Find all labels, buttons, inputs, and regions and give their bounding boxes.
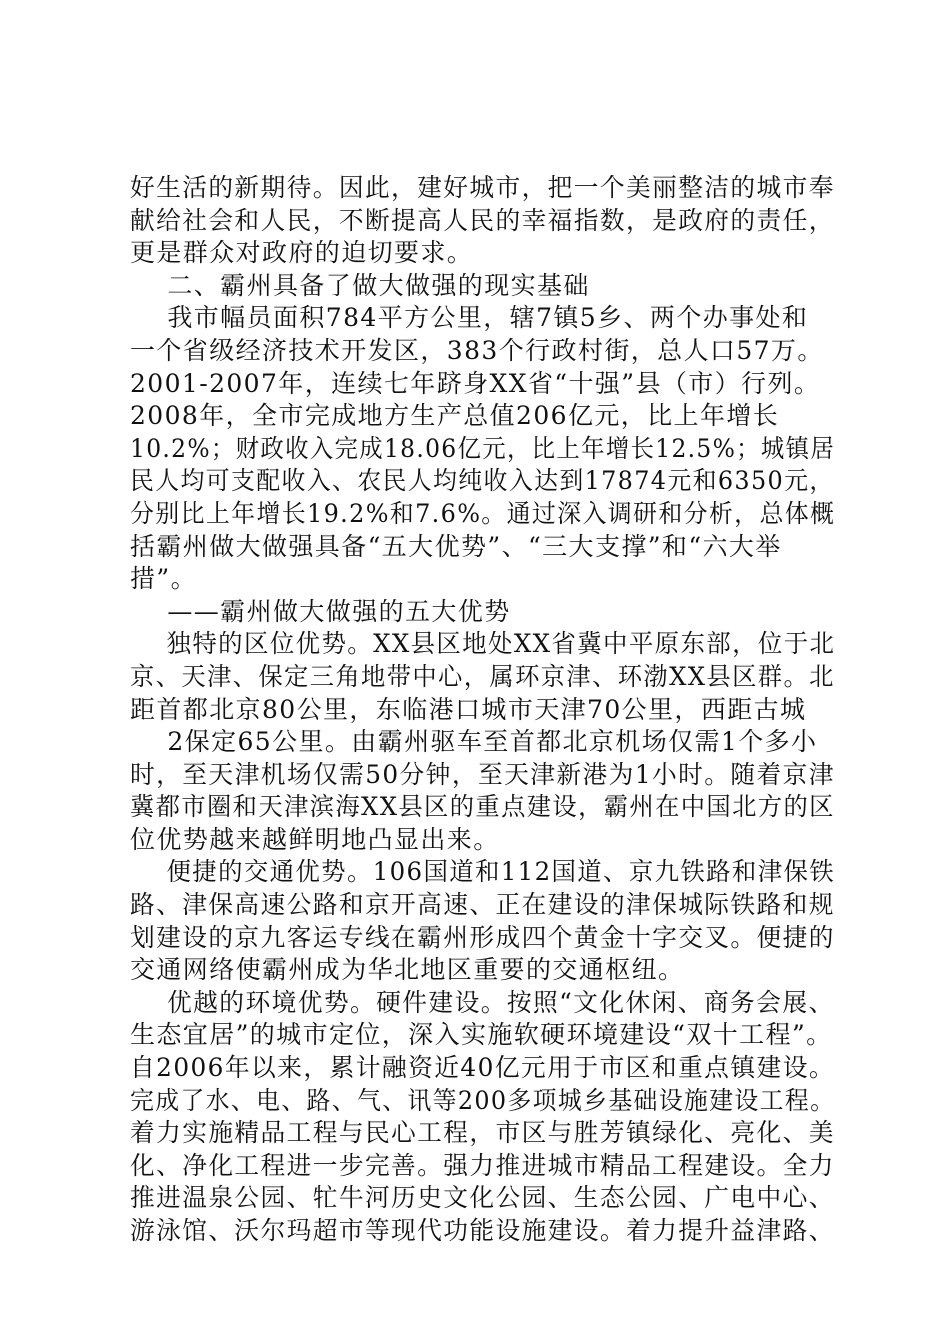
text-line: 路、津保高速公路和京开高速、正在建设的津保城际铁路和规	[130, 890, 835, 920]
text-line: 好生活的新期待。因此，建好城市，把一个美丽整洁的城市奉	[130, 173, 835, 202]
text-line: 一个省级经济技术开发区，383个行政村街，总人口57万。	[130, 335, 824, 365]
text-line: 民人均可支配收入、农民人均纯收入达到17874元和6350元，	[130, 466, 835, 496]
text-line: 便捷的交通优势。106国道和112国道、京九铁路和津保铁	[130, 857, 836, 887]
text-line: 位优势越来越鲜明地凸显出来。	[130, 824, 500, 854]
text-line: 独特的区位优势。XX县区地处XX省冀中平原东部，位于北	[130, 629, 836, 659]
section-heading: 二、霸州具备了做大做强的现实基础	[130, 270, 590, 300]
text-line: 完成了水、电、路、气、讯等200多项城乡基础设施建设工程。	[130, 1085, 836, 1115]
document-body	[130, 172, 835, 1248]
text-line: 推进温泉公园、牤牛河历史文化公园、生态公园、广电中心、	[130, 1183, 835, 1213]
text-line: 游泳馆、沃尔玛超市等现代功能设施建设。着力提升益津路、	[130, 1216, 835, 1245]
text-line: 更是群众对政府的迫切要求。	[130, 238, 474, 268]
text-line: 化、净化工程进一步完善。强力推进城市精品工程建设。全力	[130, 1150, 835, 1180]
text-line: 生态宜居”的城市定位，深入实施软硬环境建设“双十工程”。	[130, 1020, 833, 1050]
text-line: 冀都市圈和天津滨海XX县区的重点建设，霸州在中国北方的区	[130, 792, 835, 822]
text-line: 时，至天津机场仅需50分钟，至天津新港为1小时。随着京津	[130, 759, 835, 789]
text-line: 2008年，全市完成地方生产总值206亿元，比上年增长	[130, 401, 780, 431]
text-line: 分别比上年增长19.2%和7.6%。通过深入调研和分析，总体概	[130, 498, 836, 528]
text-line: 交通网络使霸州成为华北地区重要的交通枢纽。	[130, 955, 685, 985]
text-line: 2001-2007年，连续七年跻身XX省“十强”县（市）行列。	[130, 368, 821, 398]
text-line: 措”。	[130, 564, 197, 594]
text-line: 10.2%；财政收入完成18.06亿元，比上年增长12.5%；城镇居	[130, 433, 836, 463]
text-line: 划建设的京九客运专线在霸州形成四个黄金十字交叉。便捷的	[130, 922, 835, 952]
text-line: 自2006年以来，累计融资近40亿元用于市区和重点镇建设。	[130, 1053, 836, 1083]
text-line: 京、天津、保定三角地带中心，属环京津、环渤XX县区群。北	[130, 661, 835, 691]
text-line: 距首都北京80公里，东临港口城市天津70公里，西距古城	[130, 694, 807, 724]
text-line: 献给社会和人民，不断提高人民的幸福指数，是政府的责任，	[130, 205, 835, 235]
text-line: 2保定65公里。由霸州驱车至首都北京机场仅需1个多小	[130, 727, 818, 757]
subsection-heading: ——霸州做大做强的五大优势	[130, 596, 511, 626]
text-line: 优越的环境优势。硬件建设。按照“文化休闲、商务会展、	[130, 987, 835, 1017]
text-line: 着力实施精品工程与民心工程，市区与胜芳镇绿化、亮化、美	[130, 1118, 835, 1148]
text-line: 括霸州做大做强具备“五大优势”、“三大支撑”和“六大举	[130, 531, 782, 561]
text-line: 我市幅员面积784平方公里，辖7镇5乡、两个办事处和	[130, 303, 809, 333]
